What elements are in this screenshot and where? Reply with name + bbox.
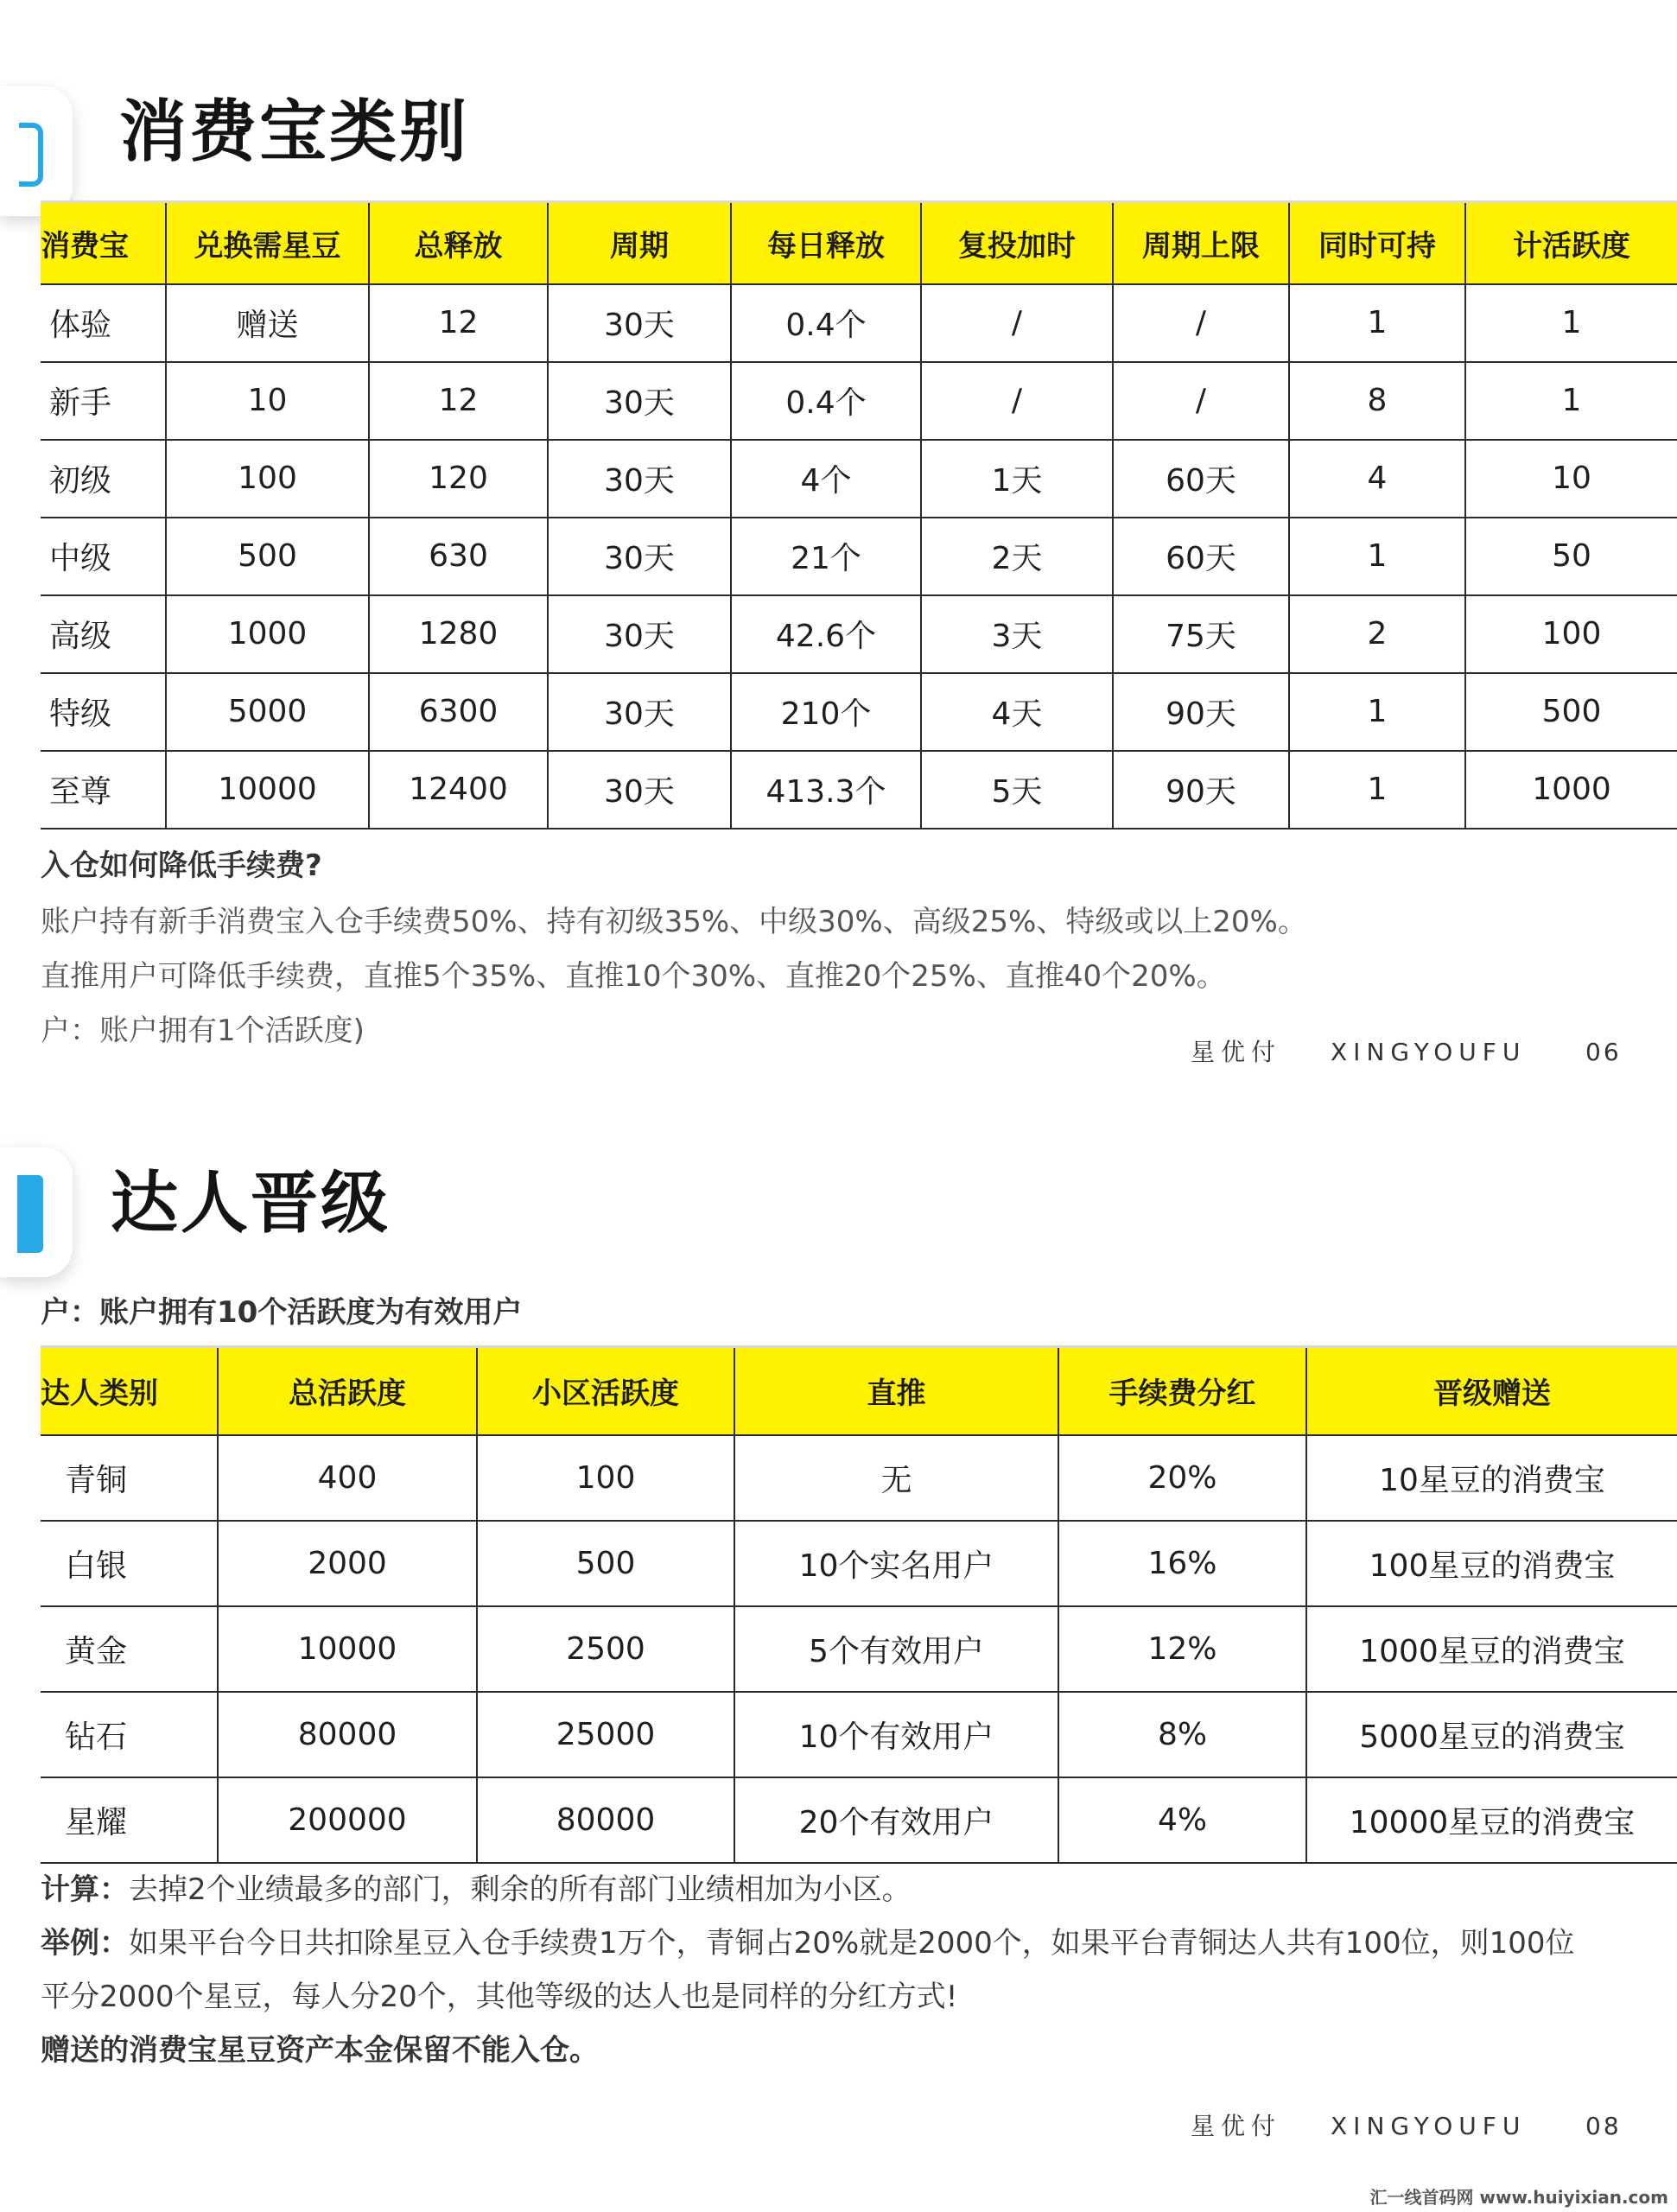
table-cell: 无 [734,1435,1058,1521]
note-text: 平分2000个星豆，每人分20个，其他等级的达人也是同样的分红方式! [41,1980,958,2014]
table-cell: 30天 [548,362,731,440]
table-cell: 80000 [477,1777,734,1863]
table-cell: 500 [1465,673,1677,751]
column-header: 计活跃度 [1465,202,1677,284]
column-header: 晋级赠送 [1306,1347,1677,1435]
table-cell: 黄金 [41,1606,218,1692]
column-header: 周期 [548,202,731,284]
table-cell: / [921,284,1113,362]
table-cell: 75天 [1113,595,1289,673]
table-cell: 100 [477,1435,734,1521]
table-cell: 10星豆的消费宝 [1306,1435,1677,1521]
column-header: 直推 [734,1347,1058,1435]
table-row [41,751,1677,829]
table-cell: 4 [1289,440,1465,518]
consumption-treasure-table [41,200,1677,830]
column-header: 复投加时 [921,202,1113,284]
section2-title: 达人晋级 [111,1165,391,1243]
dividend-note-line [41,1872,912,1907]
table-cell: 12400 [369,751,548,829]
dividend-note-line [41,1982,957,2012]
table-cell: 1 [1289,518,1465,595]
table-cell: 中级 [41,518,166,595]
section-badge-icon [0,1147,73,1277]
table-row [41,284,1677,362]
table-cell: 1000 [166,595,369,673]
table-cell: 5000星豆的消费宝 [1306,1692,1677,1777]
table-cell: 20个有效用户 [734,1777,1058,1863]
table-cell: 90天 [1113,751,1289,829]
table-cell: 2 [1289,595,1465,673]
table-cell: 100星豆的消费宝 [1306,1521,1677,1606]
fee-question: 入仓如何降低手续费? [41,849,322,883]
column-header: 达人类别 [41,1347,218,1435]
note-text: 赠送的消费宝星豆资产本金保留不能入仓。 [41,2033,599,2068]
effective-user-definition: 户：账户拥有10个活跃度为有效用户 [41,1295,523,1330]
table-cell: 2500 [477,1606,734,1692]
column-header: 每日释放 [731,202,921,284]
table-cell: 0.4个 [731,284,921,362]
table-cell: / [1113,284,1289,362]
table-cell: 12 [369,362,548,440]
table-cell: 30天 [548,595,731,673]
table-cell: 12% [1058,1606,1306,1692]
column-header: 消费宝 [41,202,166,284]
table-row [41,673,1677,751]
table-cell: / [1113,362,1289,440]
table-cell: 50 [1465,518,1677,595]
table-cell: 1000 [1465,751,1677,829]
dividend-note-line [41,1926,1575,1961]
table-cell: 1 [1465,362,1677,440]
table-cell: 1 [1465,284,1677,362]
table-cell: 80000 [218,1692,477,1777]
footer2-brand-en: XINGYOUFU [1331,2112,1527,2140]
table-cell: 10个实名用户 [734,1521,1058,1606]
table-cell: 初级 [41,440,166,518]
table-cell: 60天 [1113,518,1289,595]
table-cell: 100 [1465,595,1677,673]
number-glyph-icon [17,1175,43,1253]
table-cell: 1天 [921,440,1113,518]
table-cell: 10000 [166,751,369,829]
table-cell: / [921,362,1113,440]
table-cell: 30天 [548,440,731,518]
section1-title: 消费宝类别 [119,93,470,171]
table-cell: 2天 [921,518,1113,595]
table-cell: 120 [369,440,548,518]
note-label: 举例： [41,1926,129,1961]
table-cell: 特级 [41,673,166,751]
table-cell: 90天 [1113,673,1289,751]
table-cell: 100 [166,440,369,518]
section-badge-icon [0,86,73,216]
table-cell: 1 [1289,284,1465,362]
table-cell: 体验 [41,284,166,362]
table-row [41,1435,1677,1521]
table-row [41,1606,1677,1692]
table-cell: 钻石 [41,1692,218,1777]
table-cell: 210个 [731,673,921,751]
table-cell: 30天 [548,284,731,362]
dividend-note-line [41,2033,599,2068]
table-cell: 5个有效用户 [734,1606,1058,1692]
table-cell: 4天 [921,673,1113,751]
table-cell: 10个有效用户 [734,1692,1058,1777]
note-text: 如果平台今日共扣除星豆入仓手续费1万个，青铜占20%就是2000个，如果平台青铜达人共有100位，则100位 [129,1926,1575,1961]
table-cell: 8% [1058,1692,1306,1777]
table-cell: 10 [1465,440,1677,518]
column-header: 同时可持 [1289,202,1465,284]
table-row [41,1521,1677,1606]
table-cell: 10000 [218,1606,477,1692]
column-header: 手续费分红 [1058,1347,1306,1435]
table-row [41,595,1677,673]
section1-title-row [0,86,1677,216]
table-cell: 1 [1289,751,1465,829]
table-cell: 1 [1289,673,1465,751]
table-cell: 12 [369,284,548,362]
table-cell: 3天 [921,595,1113,673]
table-cell: 21个 [731,518,921,595]
footer1-brand-en: XINGYOUFU [1331,1038,1527,1066]
table-cell: 60天 [1113,440,1289,518]
expert-level-table [41,1345,1677,1864]
fee-note-referral: 直推用户可降低手续费，直推5个35%、直推10个30%、直推20个25%、直推40个20%。 [41,959,1226,994]
table-cell: 30天 [548,518,731,595]
table-cell: 4个 [731,440,921,518]
table-cell: 白银 [41,1521,218,1606]
note-text: 去掉2个业绩最多的部门，剩余的所有部门业绩相加为小区。 [129,1872,912,1907]
table-cell: 新手 [41,362,166,440]
table-cell: 6300 [369,673,548,751]
column-header: 周期上限 [1113,202,1289,284]
fee-note-user: 户：账户拥有1个活跃度) [41,1014,365,1048]
table-cell: 5000 [166,673,369,751]
number-glyph-icon [19,123,43,187]
note-label: 计算： [41,1872,129,1907]
table-row [41,1692,1677,1777]
footer1-brand-cn: 星优付 [1191,1038,1282,1066]
section2-title-row [0,1147,1677,1277]
table-cell: 20% [1058,1435,1306,1521]
table-cell: 高级 [41,595,166,673]
column-header: 小区活跃度 [477,1347,734,1435]
column-header: 总活跃度 [218,1347,477,1435]
table-cell: 500 [166,518,369,595]
table-cell: 200000 [218,1777,477,1863]
table-row [41,440,1677,518]
column-header: 总释放 [369,202,548,284]
table-cell: 413.3个 [731,751,921,829]
table-cell: 8 [1289,362,1465,440]
table-cell: 30天 [548,751,731,829]
table-row [41,1777,1677,1863]
table-cell: 25000 [477,1692,734,1777]
table-row [41,362,1677,440]
table-cell: 1280 [369,595,548,673]
table-row [41,518,1677,595]
table-cell: 赠送 [166,284,369,362]
footer2-brand-cn: 星优付 [1191,2112,1282,2140]
table-cell: 5天 [921,751,1113,829]
footer1-page-number: 06 [1585,1038,1622,1066]
table-cell: 500 [477,1521,734,1606]
footer2-page-number: 08 [1585,2112,1622,2140]
table-cell: 10 [166,362,369,440]
table-cell: 16% [1058,1521,1306,1606]
table-cell: 至尊 [41,751,166,829]
column-header: 兑换需星豆 [166,202,369,284]
table-cell: 400 [218,1435,477,1521]
table-cell: 0.4个 [731,362,921,440]
table-cell: 1000星豆的消费宝 [1306,1606,1677,1692]
table-cell: 30天 [548,673,731,751]
table-cell: 10000星豆的消费宝 [1306,1777,1677,1863]
table-cell: 42.6个 [731,595,921,673]
fee-note-holding: 账户持有新手消费宝入仓手续费50%、持有初级35%、中级30%、高级25%、特级或以上20%。 [41,905,1307,939]
table-cell: 2000 [218,1521,477,1606]
table-cell: 星耀 [41,1777,218,1863]
watermark: 汇一线首码网 www.huiyixian.com [1369,2187,1668,2208]
table-cell: 青铜 [41,1435,218,1521]
table-cell: 630 [369,518,548,595]
table-cell: 4% [1058,1777,1306,1863]
